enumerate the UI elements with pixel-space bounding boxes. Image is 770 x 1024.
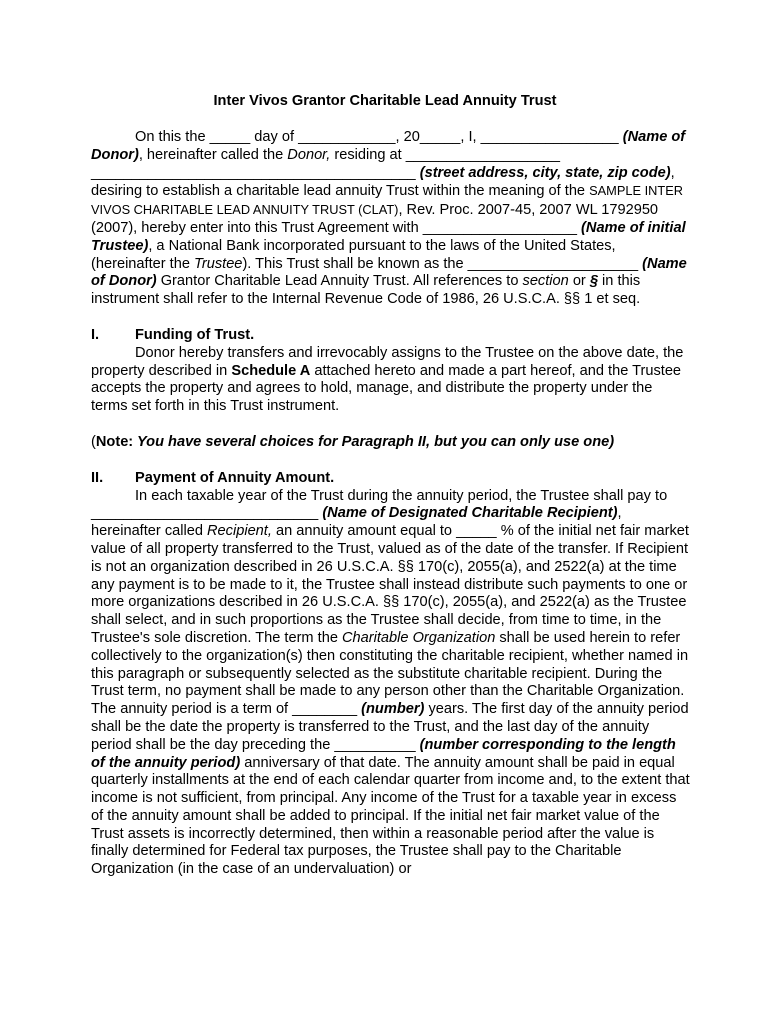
spacer [91, 416, 691, 434]
note-text: You have several choices for Paragraph II, but you can only use one) [133, 433, 615, 450]
trustee-name-label: (Name of initial Trustee) [91, 219, 686, 254]
section-1-number: I. [91, 326, 100, 343]
section-2-text: , hereinafter called [91, 505, 622, 540]
section-2-text: shall be used herein to refer collectively to the organization(s) then constituting the charitable recipient, whether named in this paragraph or subsequently selected as the substitute charitable recipient. During the Trust term, no payment shall be made to any person other than the Charitable Organization. The annuity period is a term of ________ [91, 629, 689, 718]
intro-text: , desiring to establish a charitable lead annuity Trust within the meaning of the [91, 164, 675, 200]
note-paragraph [91, 434, 691, 452]
intro-paragraph [91, 129, 691, 309]
section-2-text: anniversary of that date. The annuity amount shall be paid in equal quarterly installments at the end of each calendar quarter from income and, to the extent that income is not sufficient, from principal. Any income of the Trust for a taxable year in excess of the annuity amount shall be added to principal. If the initial net fair market value of the Trust assets is incorrectly determined, then within a reasonable period after the value is finally determined for Federal tax purposes, the Trustee shall pay to the Charitable Organization (in the case of an undervaluation) or [91, 754, 690, 878]
section-term: section [522, 273, 569, 290]
spacer [91, 309, 691, 327]
donor-name-label: (Name of Donor) [91, 129, 686, 163]
section-1-text: attached hereto and made a part hereof, and the Trustee accepts the property and agrees to hold, manage, and distribute the property under the terms set forth in this Trust instrument. [91, 362, 682, 415]
intro-text: , a National Bank incorporated pursuant to the laws of the United States, (hereinafter the [91, 237, 616, 272]
recipient-term: Recipient, [207, 523, 272, 540]
recipient-name-label: (Name of Designated Charitable Recipient) [322, 505, 618, 522]
section-1-heading [91, 327, 691, 345]
section-1-text: Donor hereby transfers and irrevocably assigns to the Trustee on the above date, the property described in [91, 344, 684, 379]
section-1-title: Funding of Trust. [135, 326, 255, 343]
annuity-length-label: (number corresponding to the length of the annuity period) [91, 736, 676, 771]
intro-text: Grantor Charitable Lead Annuity Trust. All references to [156, 273, 523, 290]
section-2-number: II. [91, 469, 104, 486]
note-open-paren: ( [91, 433, 96, 450]
intro-text: in this instrument shall refer to the Internal Revenue Code of 1986, 26 U.S.C.A. §§ 1 et seq. [91, 273, 641, 308]
spacer [91, 452, 691, 470]
section-symbol: § [589, 273, 598, 290]
charitable-organization-term: Charitable Organization [342, 629, 496, 646]
document-body [91, 129, 691, 879]
donor-term: Donor, [287, 146, 331, 163]
note-label: Note: [95, 433, 134, 450]
section-2-title: Payment of Annuity Amount. [135, 469, 335, 486]
section-2-heading [91, 470, 691, 488]
number-label: (number) [361, 701, 425, 718]
address-label: (street address, city, state, zip code) [419, 164, 671, 181]
intro-text: ). This Trust shall be known as the _____________________ [242, 255, 643, 272]
donor-name-label-2: (Name of Donor) [91, 255, 687, 290]
trustee-term: Trustee [194, 255, 243, 272]
intro-text: , hereinafter called the [138, 146, 288, 163]
schedule-a-label: Schedule A [231, 362, 311, 379]
clat-reference: SAMPLE INTER VIVOS CHARITABLE LEAD ANNUITY TRUST (CLAT) [91, 183, 683, 218]
intro-text: or [568, 273, 590, 290]
section-1-paragraph [91, 345, 691, 416]
intro-text: On this the _____ day of ____________, 20_____, I, _________________ [135, 129, 623, 145]
section-2-text: an annuity amount equal to _____ % of the initial net fair market value of all property transferred to the Trust, valued as of the date of the transfer. If Recipient is not an organization described in 26 U.S.C.A. §§ 170(c), 2055(a), and 2522(a) at the time any payment is to be made to it, the Trustee shall instead distribute such payments to one or more organizations described in 26 U.S.C.A. §§ 170(c), 2055(a), and 2522(a) as the Trustee shall select, and in such proportions as the Trustee shall decide, from time to time, in the Trustee's sole discretion. The term the [91, 523, 689, 646]
intro-text: , Rev. Proc. 2007-45, 2007 WL 1792950 (2007), hereby enter into this Trust Agreement with ___________________ [91, 202, 659, 236]
intro-text: residing at ___________________ ________________________________________ [91, 146, 560, 181]
section-2-text: years. The first day of the annuity period shall be the date the property is transferred to the Trust, and the last day of the annuity period shall be the day preceding the __________ [91, 701, 689, 753]
section-2-paragraph [91, 488, 691, 880]
section-2-text: In each taxable year of the Trust during the annuity period, the Trustee shall pay to ____________________________ [91, 487, 668, 522]
document-title: Inter Vivos Grantor Charitable Lead Annuity Trust [213, 93, 557, 109]
